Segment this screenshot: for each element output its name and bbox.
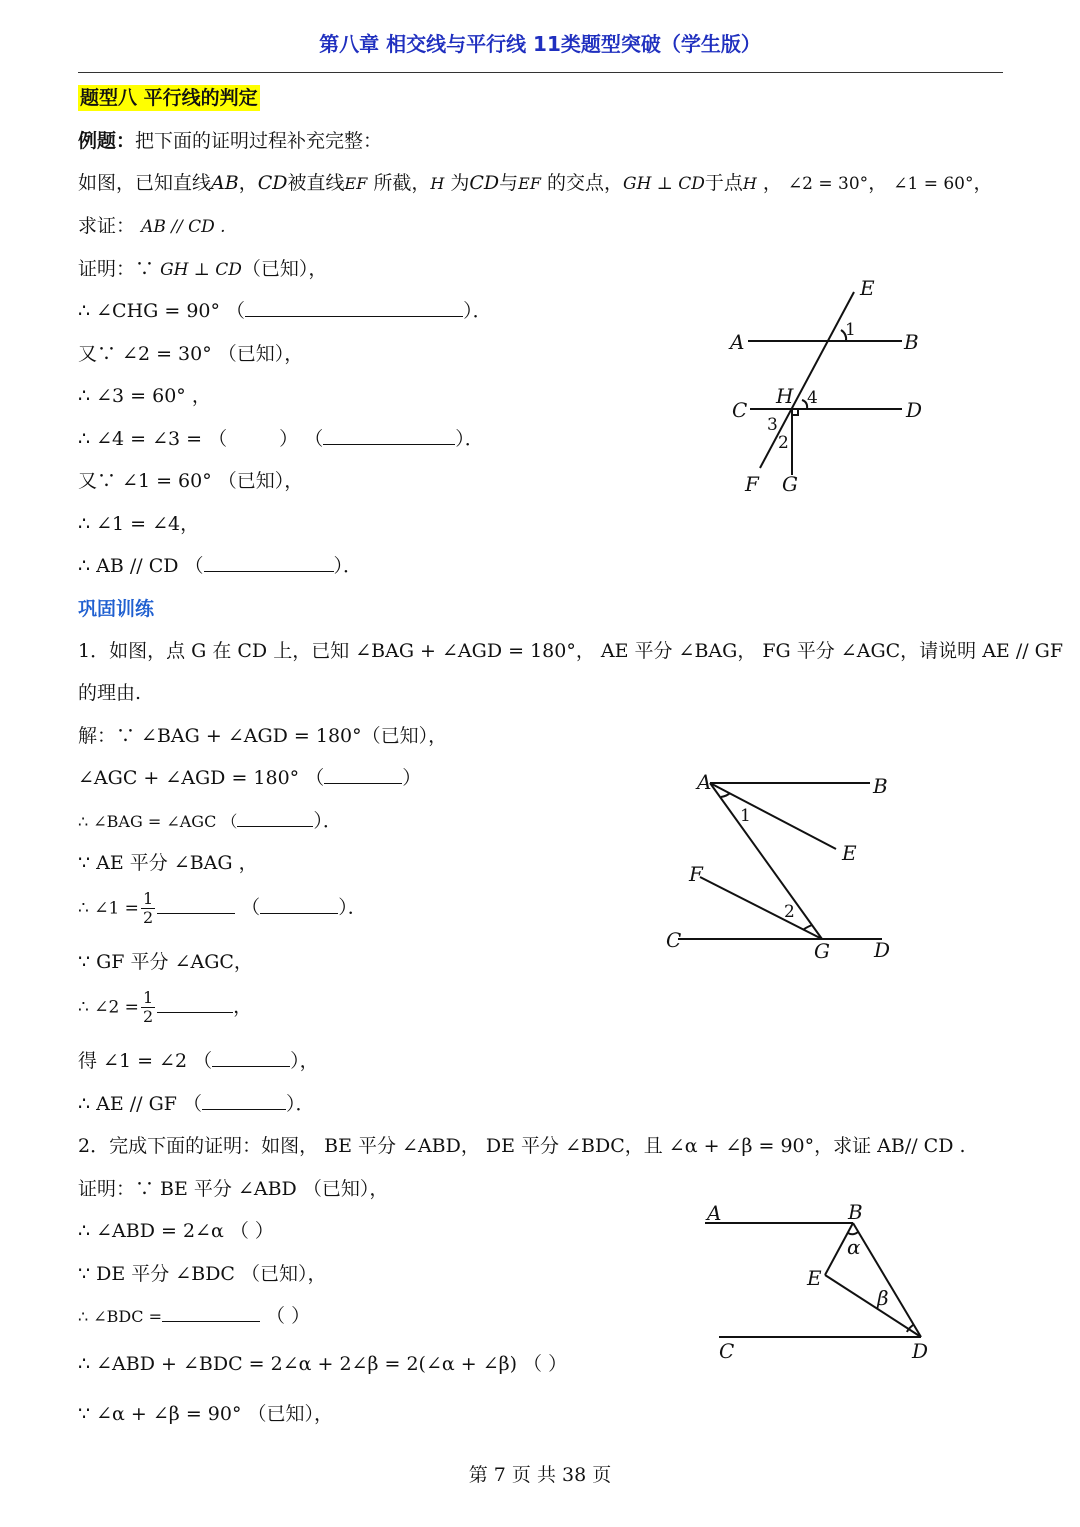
example-step-8: ∴ AB // CD （ ）．: [78, 555, 363, 577]
fraction-half: $\frac{1}{2}$: [142, 889, 154, 927]
example-step-7: ∴ ∠1 = ∠4，: [78, 513, 200, 535]
svg-text:C: C: [666, 928, 682, 952]
q2-step-6: ∵ ∠α + ∠β = 90° （已知），: [78, 1403, 333, 1425]
example-step-4: ∴ ∠3 = 60° ，: [78, 385, 211, 407]
svg-text:C: C: [732, 398, 748, 422]
q2-step-4: ∴ ∠BDC = （ ）: [78, 1305, 311, 1327]
q1-step-9: ∴ AE // GF （ ）．: [78, 1093, 315, 1115]
example-prove: 求证： AB // CD .: [78, 215, 226, 237]
svg-text:α: α: [847, 1235, 861, 1259]
svg-text:B: B: [873, 774, 888, 798]
answer-blank[interactable]: [237, 808, 313, 827]
answer-blank[interactable]: [162, 1303, 260, 1322]
answer-blank[interactable]: [324, 765, 402, 784]
svg-text:2: 2: [778, 433, 789, 453]
q1-step-4: ∵ AE 平分 ∠BAG ，: [78, 852, 258, 874]
q1-step-3: ∴ ∠BAG = ∠AGC （ ）．: [78, 810, 342, 832]
practice-title: 巩固训练: [78, 598, 155, 620]
example-step-6: 又∵ ∠1 = 60° （已知），: [78, 470, 304, 492]
q2-step-2: ∴ ∠ABD = 2∠α （ ）: [78, 1220, 274, 1242]
answer-blank[interactable]: [260, 895, 338, 914]
answer-blank[interactable]: [157, 895, 235, 914]
answer-blank[interactable]: [245, 298, 463, 317]
svg-text:E: E: [860, 276, 875, 300]
svg-text:B: B: [848, 1200, 863, 1224]
svg-text:2: 2: [784, 902, 795, 922]
svg-text:4: 4: [807, 388, 818, 408]
q2-statement: 2．完成下面的证明：如图， BE 平分 ∠ABD， DE 平分 ∠BDC，且 ∠α + ∠β = 90°，求证 AB// CD .: [78, 1135, 966, 1157]
answer-blank[interactable]: [323, 426, 455, 445]
q1-step-8: 得 ∠1 = ∠2 （ ），: [78, 1050, 319, 1072]
figure-1-parallel-lines: [720, 270, 960, 510]
svg-text:E: E: [842, 841, 857, 865]
example-instruction: 例题：把下面的证明过程补充完整：: [78, 130, 383, 152]
svg-text:1: 1: [845, 320, 856, 340]
svg-text:D: D: [874, 938, 891, 962]
q1-statement: 1．如图，点 G 在 CD 上，已知 ∠BAG + ∠AGD = 180°， AE 平分 ∠BAG， FG 平分 ∠AGC，请说明 AE // GF: [78, 640, 1064, 662]
example-step-2: ∴ ∠CHG = 90° （ ）．: [78, 300, 492, 322]
q1-statement-end: 的理由.: [78, 682, 142, 704]
header-divider: [78, 72, 1003, 73]
answer-blank[interactable]: [204, 553, 334, 572]
page-footer: 第 7 页 共 38 页: [468, 1464, 612, 1486]
q1-step-2: ∠AGC + ∠AGD = 180° （ ）: [78, 767, 422, 789]
svg-text:F: F: [689, 862, 703, 886]
answer-blank[interactable]: [157, 994, 233, 1013]
svg-text:F: F: [745, 472, 759, 496]
example-step-5: ∴ ∠4 = ∠3 = （ ） （ ）．: [78, 428, 484, 450]
svg-text:E: E: [807, 1266, 822, 1290]
example-step-3: 又∵ ∠2 = 30° （已知），: [78, 343, 304, 365]
svg-text:A: A: [707, 1201, 722, 1225]
answer-blank[interactable]: [212, 1048, 290, 1067]
svg-text:H: H: [776, 384, 794, 408]
fraction-half: $\frac{1}{2}$: [142, 988, 154, 1026]
q1-step-7: ∴ ∠2 = $\frac{1}{2}$ ，: [78, 988, 253, 1026]
svg-text:β: β: [877, 1286, 889, 1310]
example-step-1: 证明：∵ GH ⊥ CD（已知），: [78, 258, 328, 280]
section-title: 题型八 平行线的判定: [80, 87, 258, 109]
svg-text:G: G: [782, 472, 798, 496]
q2-step-1: 证明：∵ BE 平分 ∠ABD （已知），: [78, 1178, 389, 1200]
q1-step-5: ∴ ∠1 = $\frac{1}{2}$ （ ）．: [78, 889, 367, 927]
figure-2-angle-bisectors: [660, 765, 910, 975]
svg-text:D: D: [912, 1339, 929, 1363]
svg-text:A: A: [697, 770, 712, 794]
q2-step-3: ∵ DE 平分 ∠BDC （已知），: [78, 1263, 327, 1285]
page-header: 第八章 相交线与平行线 11类题型突破（学生版）: [319, 32, 761, 56]
q1-step-1: 解：∵ ∠BAG + ∠AGD = 180°（已知），: [78, 725, 448, 747]
q2-step-5: ∴ ∠ABD + ∠BDC = 2∠α + 2∠β = 2(∠α + ∠β) （ ）: [78, 1353, 568, 1375]
example-statement: 如图，已知直线AB，CD被直线EF 所截，H 为CD与EF 的交点，GH ⊥ CD于点H ， ∠2 = 30°， ∠1 = 60°，: [78, 172, 993, 194]
figure-3-parallel-proof: [695, 1195, 955, 1375]
svg-text:G: G: [814, 939, 830, 963]
svg-text:B: B: [904, 330, 919, 354]
answer-blank[interactable]: [202, 1091, 286, 1110]
svg-text:D: D: [906, 398, 923, 422]
svg-text:A: A: [730, 330, 745, 354]
svg-text:C: C: [719, 1339, 735, 1363]
svg-text:3: 3: [767, 415, 778, 435]
q1-step-6: ∵ GF 平分 ∠AGC，: [78, 951, 253, 973]
svg-text:1: 1: [740, 806, 751, 826]
